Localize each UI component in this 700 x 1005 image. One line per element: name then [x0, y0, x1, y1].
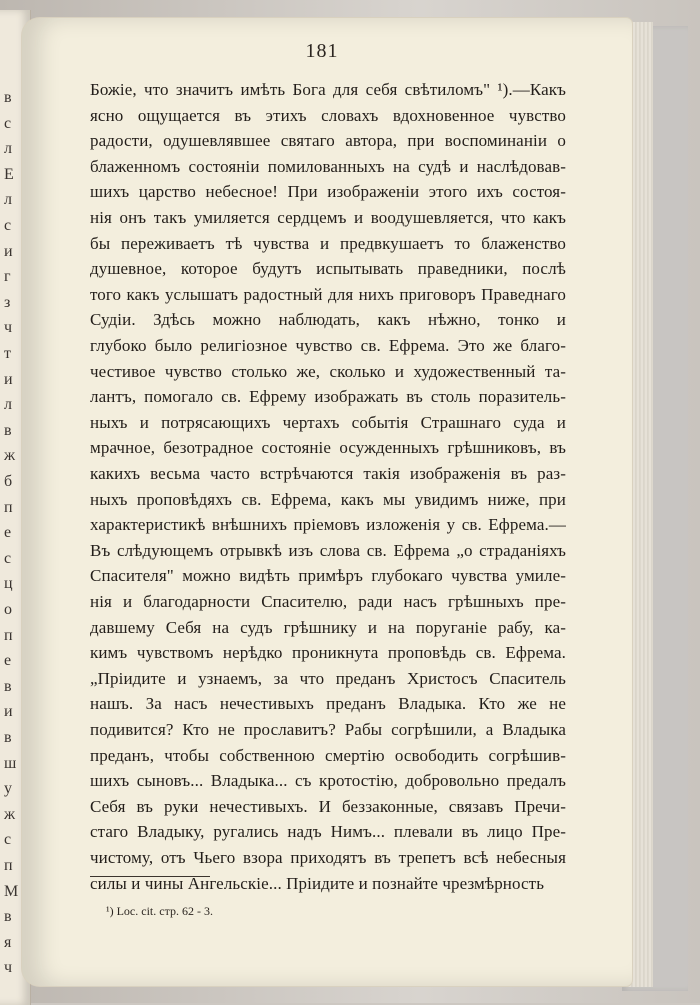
- left-page-margin-letter: ц: [4, 575, 13, 593]
- left-page-margin-letter: в: [4, 89, 12, 106]
- text-line: шихъ царство небесное! При изображеніи этого ихъ состоя-: [90, 182, 566, 202]
- text-line: честивое чувство столько же, сколько и художественный та-: [90, 361, 566, 381]
- text-line: душевное, которое будутъ испытывать праведники, послѣ: [90, 259, 566, 279]
- text-line: ясно ощущается въ этихъ словахъ вдохновенное чувство: [90, 105, 566, 125]
- text-line: Въ слѣдующемъ отрывкѣ изъ слова св. Ефрема „о страданіяхъ: [90, 540, 566, 560]
- left-page-margin-letter: я: [4, 933, 12, 951]
- left-page-margin-letter: ш: [4, 754, 17, 772]
- text-line: глубоко было религіозное чувство св. Ефрема. Это же благо-: [90, 336, 566, 355]
- text-line: давшему Себя на судъ грѣшнику и на поруганіе рабу, ка-: [90, 617, 566, 637]
- left-page-margin-letter: ж: [4, 805, 16, 823]
- left-page-margin-letter: ч: [4, 319, 13, 337]
- text-line: стаго Владыку, ругались надъ Нимъ... плевали въ лицо Пре-: [90, 822, 566, 842]
- text-line: характеристикѣ внѣшнихъ пріемовъ изложенія у св. Ефрема.—: [90, 515, 566, 535]
- text-line: ныхъ и потрясающихъ чертахъ событія Страшнаго суда и: [90, 412, 566, 432]
- left-page-margin-letter: в: [4, 677, 12, 695]
- text-line: нашъ. За насъ нечестивыхъ преданъ Владыка. Кто же не: [90, 694, 566, 714]
- text-line: бы переживаетъ тѣ чувства и предвкушаетъ то блаженство: [90, 233, 566, 253]
- left-page-margin-letter: в: [4, 729, 12, 746]
- text-line: того какъ услышатъ радостный для нихъ приговоръ Праведнаго: [90, 284, 566, 304]
- text-line: лантъ, помогало св. Ефрему изображать въ столь поразитель-: [90, 387, 566, 407]
- text-line: силы и чины Ангельскіе... Пріидите и познайте чрезмѣрность: [90, 873, 545, 893]
- left-page-margin-letter: с: [4, 549, 12, 567]
- left-page-margin-letter: и: [4, 242, 13, 260]
- text-line: мрачное, безотрадное состояніе осужденныхъ грѣшниковъ, въ: [90, 438, 566, 458]
- text-line: нія онъ такъ умиляется сердцемъ и воодушевляется, что какъ: [90, 208, 566, 227]
- left-page-margin-letter: п: [4, 498, 13, 516]
- left-page-margin-letter: с: [4, 831, 12, 849]
- text-line: радости, одушевлявшее святаго автора, при воспоминаніи о: [90, 131, 566, 151]
- left-page-margin-letter: и: [4, 703, 13, 721]
- left-page-margin-letter: е: [4, 652, 12, 670]
- left-page-margin-letter: у: [4, 780, 12, 798]
- text-line: Спасителя" можно видѣть примѣръ глубокаго чувства умиле-: [90, 566, 566, 586]
- left-page-margin-letter: в: [4, 908, 12, 926]
- text-line: „Пріидите и узнаемъ, за что преданъ Христосъ Спаситель: [90, 668, 566, 688]
- text-line: Божіе, что значитъ имѣть Бога для себя свѣтиломъ" ¹).—Какъ: [90, 80, 566, 99]
- text-line: кимъ чувствомъ нерѣдко проникнута проповѣдь св. Ефрема.: [90, 643, 566, 663]
- left-page-margin-letter: ч: [4, 959, 13, 977]
- book-page: [22, 18, 632, 986]
- text-line: чистому, отъ Чьего взора приходятъ въ трепетъ всѣ небесныя: [90, 848, 566, 867]
- left-page-margin-letter: с: [4, 217, 12, 234]
- text-line: подивится? Кто не прославитъ? Рабы согрѣшили, а Владыка: [90, 720, 566, 739]
- left-page-margin-letter: М: [4, 882, 19, 900]
- left-page-margin-letter: е: [4, 524, 12, 542]
- footnote: ¹) Loc. cit. стр. 62 - 3.: [106, 904, 213, 918]
- left-page-margin-letter: л: [4, 191, 12, 209]
- left-page-margin-letter: л: [4, 396, 12, 414]
- text-line: Судіи. Здѣсь можно наблюдать, какъ нѣжно, тонко и: [90, 310, 566, 330]
- left-page-margin-letter: б: [4, 473, 13, 490]
- left-page-margin-letter: о: [4, 601, 12, 618]
- text-line: нія и благодарности Спасителю, ради насъ грѣшныхъ пре-: [90, 592, 566, 611]
- text-line: Себя въ руки нечестивыхъ. И беззаконные, связавъ Пречи-: [90, 796, 566, 816]
- left-page-margin-letter: ж: [4, 447, 16, 465]
- left-page-margin-letter: в: [4, 421, 12, 439]
- left-page-margin-letter: п: [4, 626, 13, 644]
- page-number: 181: [305, 40, 339, 62]
- text-line: какихъ весьма часто встрѣчаются такія изображенія въ раз-: [90, 464, 566, 483]
- text-line: преданъ, чтобы собственною смертію освободить согрѣшив-: [90, 745, 566, 765]
- left-page-margin-letter: с: [4, 114, 12, 132]
- text-line: блаженномъ состояніи помилованныхъ на судѣ и наслѣдовав-: [90, 156, 566, 176]
- text-line: шихъ сыновъ... Владыка... съ кротостію, добровольно предалъ: [90, 771, 566, 791]
- text-line: ныхъ проповѣдяхъ св. Ефрема, какъ мы увидимъ ниже, при: [90, 489, 566, 509]
- left-page-margin-letter: т: [4, 345, 11, 362]
- left-page-margin-letter: з: [4, 293, 11, 311]
- left-page-margin-letter: Е: [4, 165, 14, 183]
- left-page-margin-letter: г: [4, 268, 11, 286]
- left-page-margin-letter: и: [4, 370, 13, 388]
- left-page-margin-letter: л: [4, 140, 12, 158]
- left-page-margin-letter: п: [4, 857, 13, 874]
